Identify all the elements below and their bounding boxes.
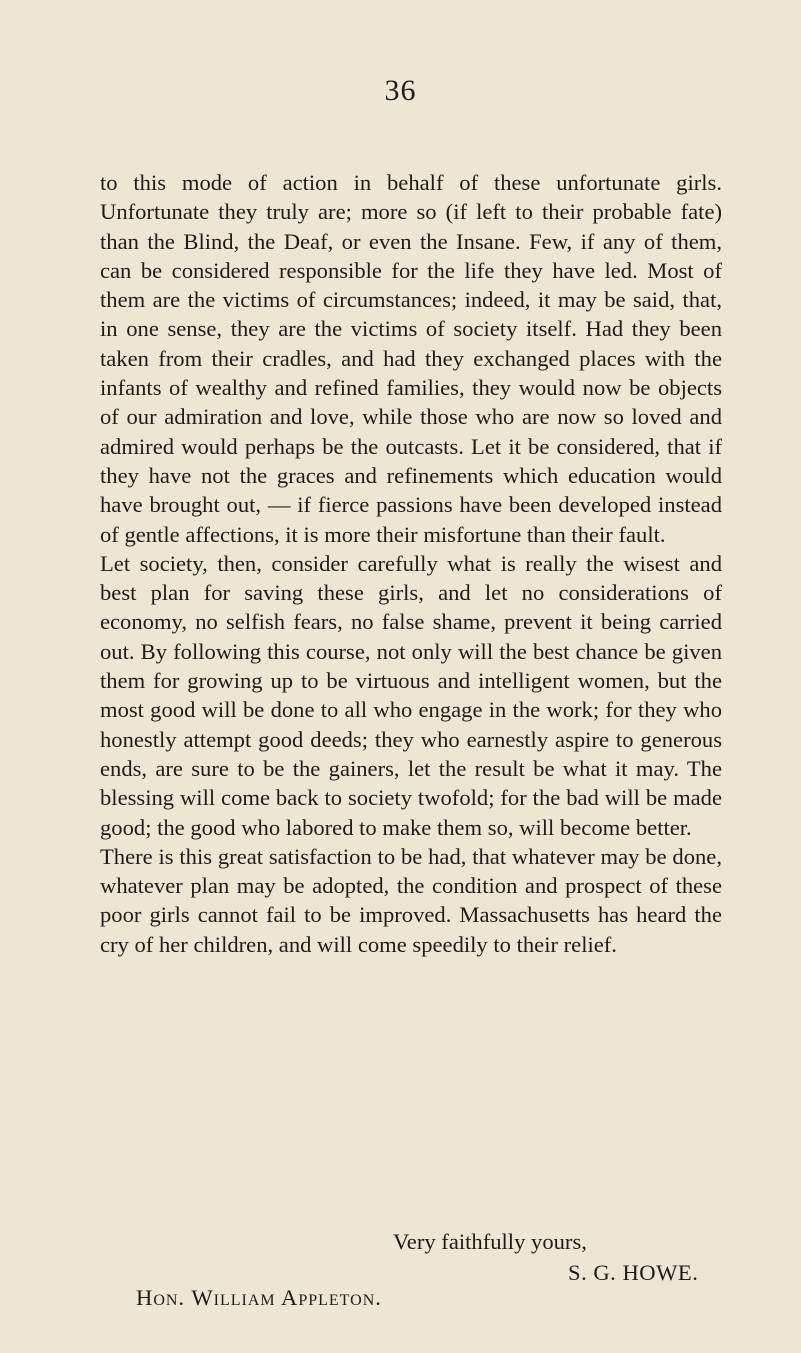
paragraph: to this mode of action in behalf of these unfortunate girls. Unfortunate they truly are; more so (if left to their probable fate) than the Blind, the Deaf, or even the Insane. Few, if any of them, can be considered responsible for the life they have led. Most of them are the victims of circumstances; indeed, it may be said, that, in one sense, they are the victims of society itself. Had they been taken from their cradles, and had they exchanged places with the infants of wealthy and refined families, they would now be objects of our admiration and love, while those who are now so loved and admired would perhaps be the outcasts. Let it be considered, that if they have not the graces and refinements which education would have brought out, — if fierce passions have been developed instead of gentle affections, it is more their misfortune than their fault.: [100, 170, 722, 547]
page-number: 36: [384, 74, 417, 107]
addressee: Hon. William Appleton.: [136, 1285, 382, 1310]
valediction: Very faithfully yours,: [393, 1229, 587, 1254]
paragraph: Let society, then, consider carefully what is really the wisest and best plan for saving these girls, and let no considerations of economy, no selfish fears, no false shame, prevent it being carried out. By following this course, not only will the best chance be given them for growing up to be virtuous and intelligent women, but the most good will be done to all who engage in the work; for they who honestly attempt good deeds; they who earnestly aspire to generous ends, are sure to be the gainers, let the result be what it may. The blessing will come back to society twofold; for the bad will be made good; the good who labored to make them so, will become better.: [100, 550, 722, 840]
paragraph: There is this great satisfaction to be had, that whatever may be done, whatever plan may be adopted, the condition and prospect of these poor girls cannot fail to be improved. Massachusetts has heard the cry of her children, and will come speedily to their relief.: [100, 843, 722, 957]
letter-body: [100, 168, 722, 959]
signature: S. G. HOWE.: [568, 1260, 699, 1285]
